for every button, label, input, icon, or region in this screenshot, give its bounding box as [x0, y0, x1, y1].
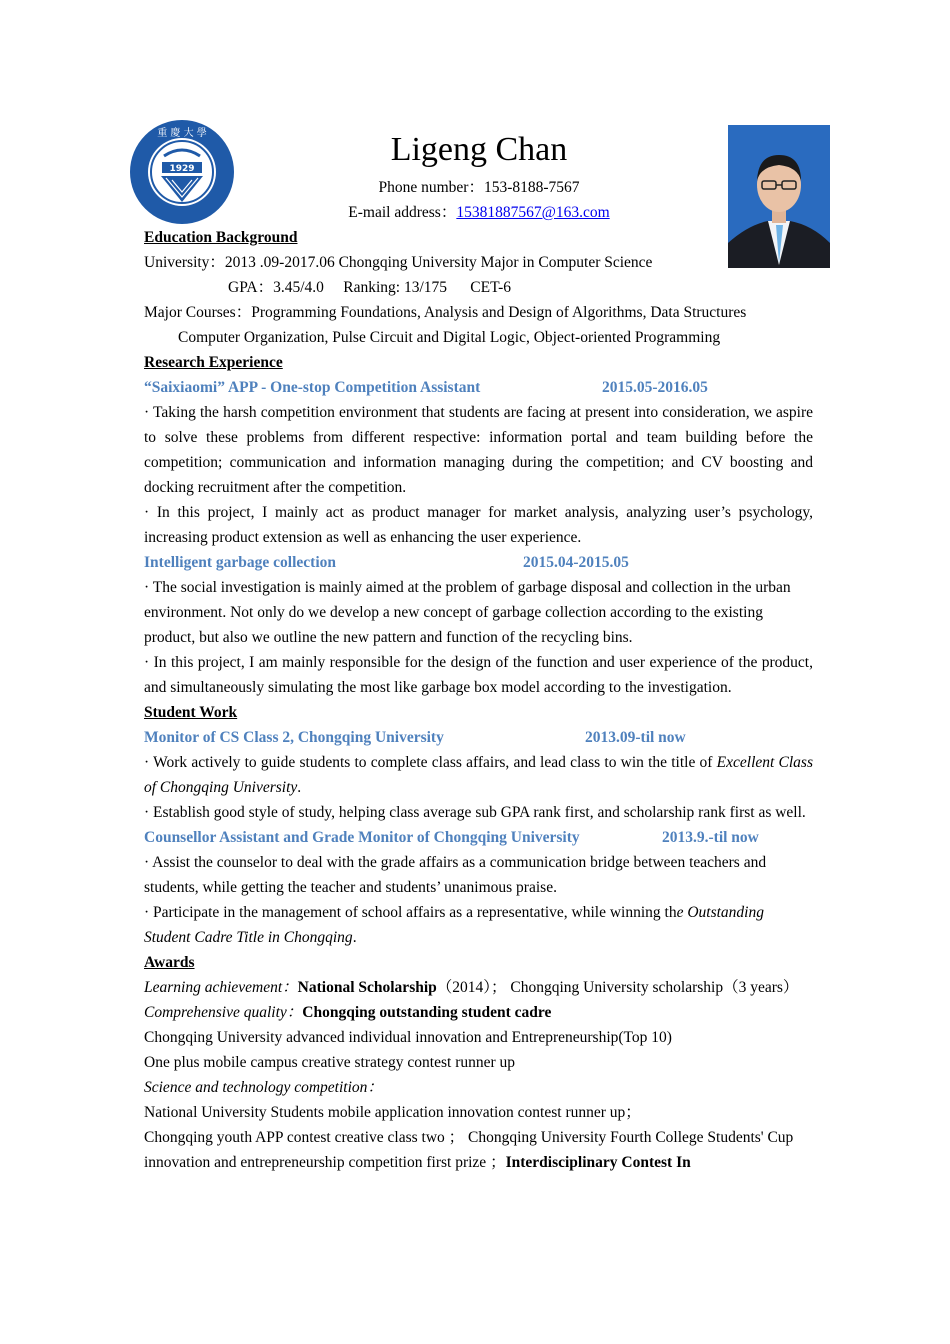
project-bullet: · In this project, I mainly act as product manager for market analysis, analyzing user’s psychology, increasing product extension as well as enhancing the user experience.: [144, 504, 813, 546]
project-date: 2015.04-2015.05: [523, 554, 629, 571]
logo-year: 1929: [169, 164, 195, 174]
education-heading: Education Background: [144, 229, 298, 246]
work-bullet: · Work actively to guide students to complete class affairs, and lead class to win the title of Excellent Class of Chongqing University.: [144, 754, 813, 796]
project-bullet: · The social investigation is mainly aimed at the problem of garbage disposal and collection in the urban environment. Not only do we develop a new concept of garbage collection according to the existing product, but also we outline the new pattern and function of the recycling bins.: [144, 579, 791, 646]
project-title: Intelligent garbage collection: [144, 554, 336, 571]
phone-line: [0, 175, 950, 200]
award-science-label: Science and technology competition：: [144, 1079, 383, 1096]
award-line: One plus mobile campus creative strategy contest runner up: [144, 1054, 516, 1071]
phone-number: 153-8188-7567: [483, 179, 580, 196]
work-bullet: · Participate in the management of school affairs as a representative, while winning the Outstanding Student Cadre Title in Chongqing.: [144, 904, 764, 946]
applicant-name: Ligeng Chan: [390, 131, 568, 168]
award-line: National University Students mobile application innovation contest runner up；: [144, 1104, 641, 1121]
award-line: Chongqing youth APP contest creative class two ； Chongqing University Fourth College Students' Cup innovation and entrepreneurship competition first prize ；Interdisciplinary Contest In: [144, 1129, 794, 1171]
student-work-heading: Student Work: [144, 704, 238, 721]
university-line: University：2013 .09-2017.06 Chongqing University Major in Computer Science: [144, 254, 653, 271]
work-title: Monitor of CS Class 2, Chongqing University: [144, 729, 444, 746]
project-bullet: · In this project, I am mainly responsible for the design of the function and user experience of the product, and simultaneously simulating the most like garbage box model according to the investigation.: [144, 654, 813, 696]
research-heading: Research Experience: [144, 354, 283, 371]
awards-heading: Awards: [144, 954, 195, 971]
project-title-row: [144, 375, 813, 400]
courses-line: Major Courses：Programming Foundations, Analysis and Design of Algorithms, Data Structures: [144, 304, 747, 321]
email-label: E-mail address：: [348, 204, 457, 221]
work-date: 2013.09-til now: [585, 729, 686, 746]
award-line: Chongqing University advanced individual innovation and Entrepreneurship(Top 10): [144, 1029, 672, 1046]
work-bullet: · Assist the counselor to deal with the grade affairs as a communication bridge between teachers and students, while getting the teacher and students’ unanimous praise.: [144, 854, 767, 896]
project-date: 2015.05-2016.05: [602, 379, 708, 396]
courses-line-continued: Computer Organization, Pulse Circuit and Digital Logic, Object-oriented Programming: [178, 329, 721, 346]
award-comprehensive: Comprehensive quality：Chongqing outstanding student cadre: [144, 1004, 552, 1021]
work-title: Counsellor Assistant and Grade Monitor of Chongqing University: [144, 829, 580, 846]
work-bullet: · Establish good style of study, helping class average sub GPA rank first, and scholarship rank first as well.: [144, 804, 806, 821]
project-bullet: · Taking the harsh competition environment that students are facing at present into consideration, we aspire to solve these problems from different respective: information portal and team building before the competition; communication and information managing during the competition; and CV boosting and docking recruitment after the competition.: [144, 404, 813, 496]
project-title-row: [144, 550, 813, 575]
award-title: Excellent Class of Chongqing University: [144, 754, 813, 796]
award-learning: Learning achievement：National Scholarship（2014）； Chongqing University scholarship（3 years）: [144, 979, 799, 996]
work-title-row: [144, 825, 813, 850]
work-title-row: [144, 725, 813, 750]
gpa-line: GPA：3.45/4.0 Ranking: 13/175 CET-6: [228, 279, 512, 296]
resume-body: [144, 225, 813, 1175]
project-title: “Saixiaomi” APP - One-stop Competition Assistant: [144, 379, 481, 396]
award-title: e Outstanding Student Cadre Title in Chongqing: [144, 904, 764, 946]
email-link[interactable]: 15381887567@163.com: [456, 204, 610, 221]
phone-label: Phone number：: [378, 179, 484, 196]
email-line: [0, 200, 950, 225]
work-date: 2013.9.-til now: [662, 829, 759, 846]
svg-text:重 慶 大 學: 重 慶 大 學: [157, 128, 207, 139]
